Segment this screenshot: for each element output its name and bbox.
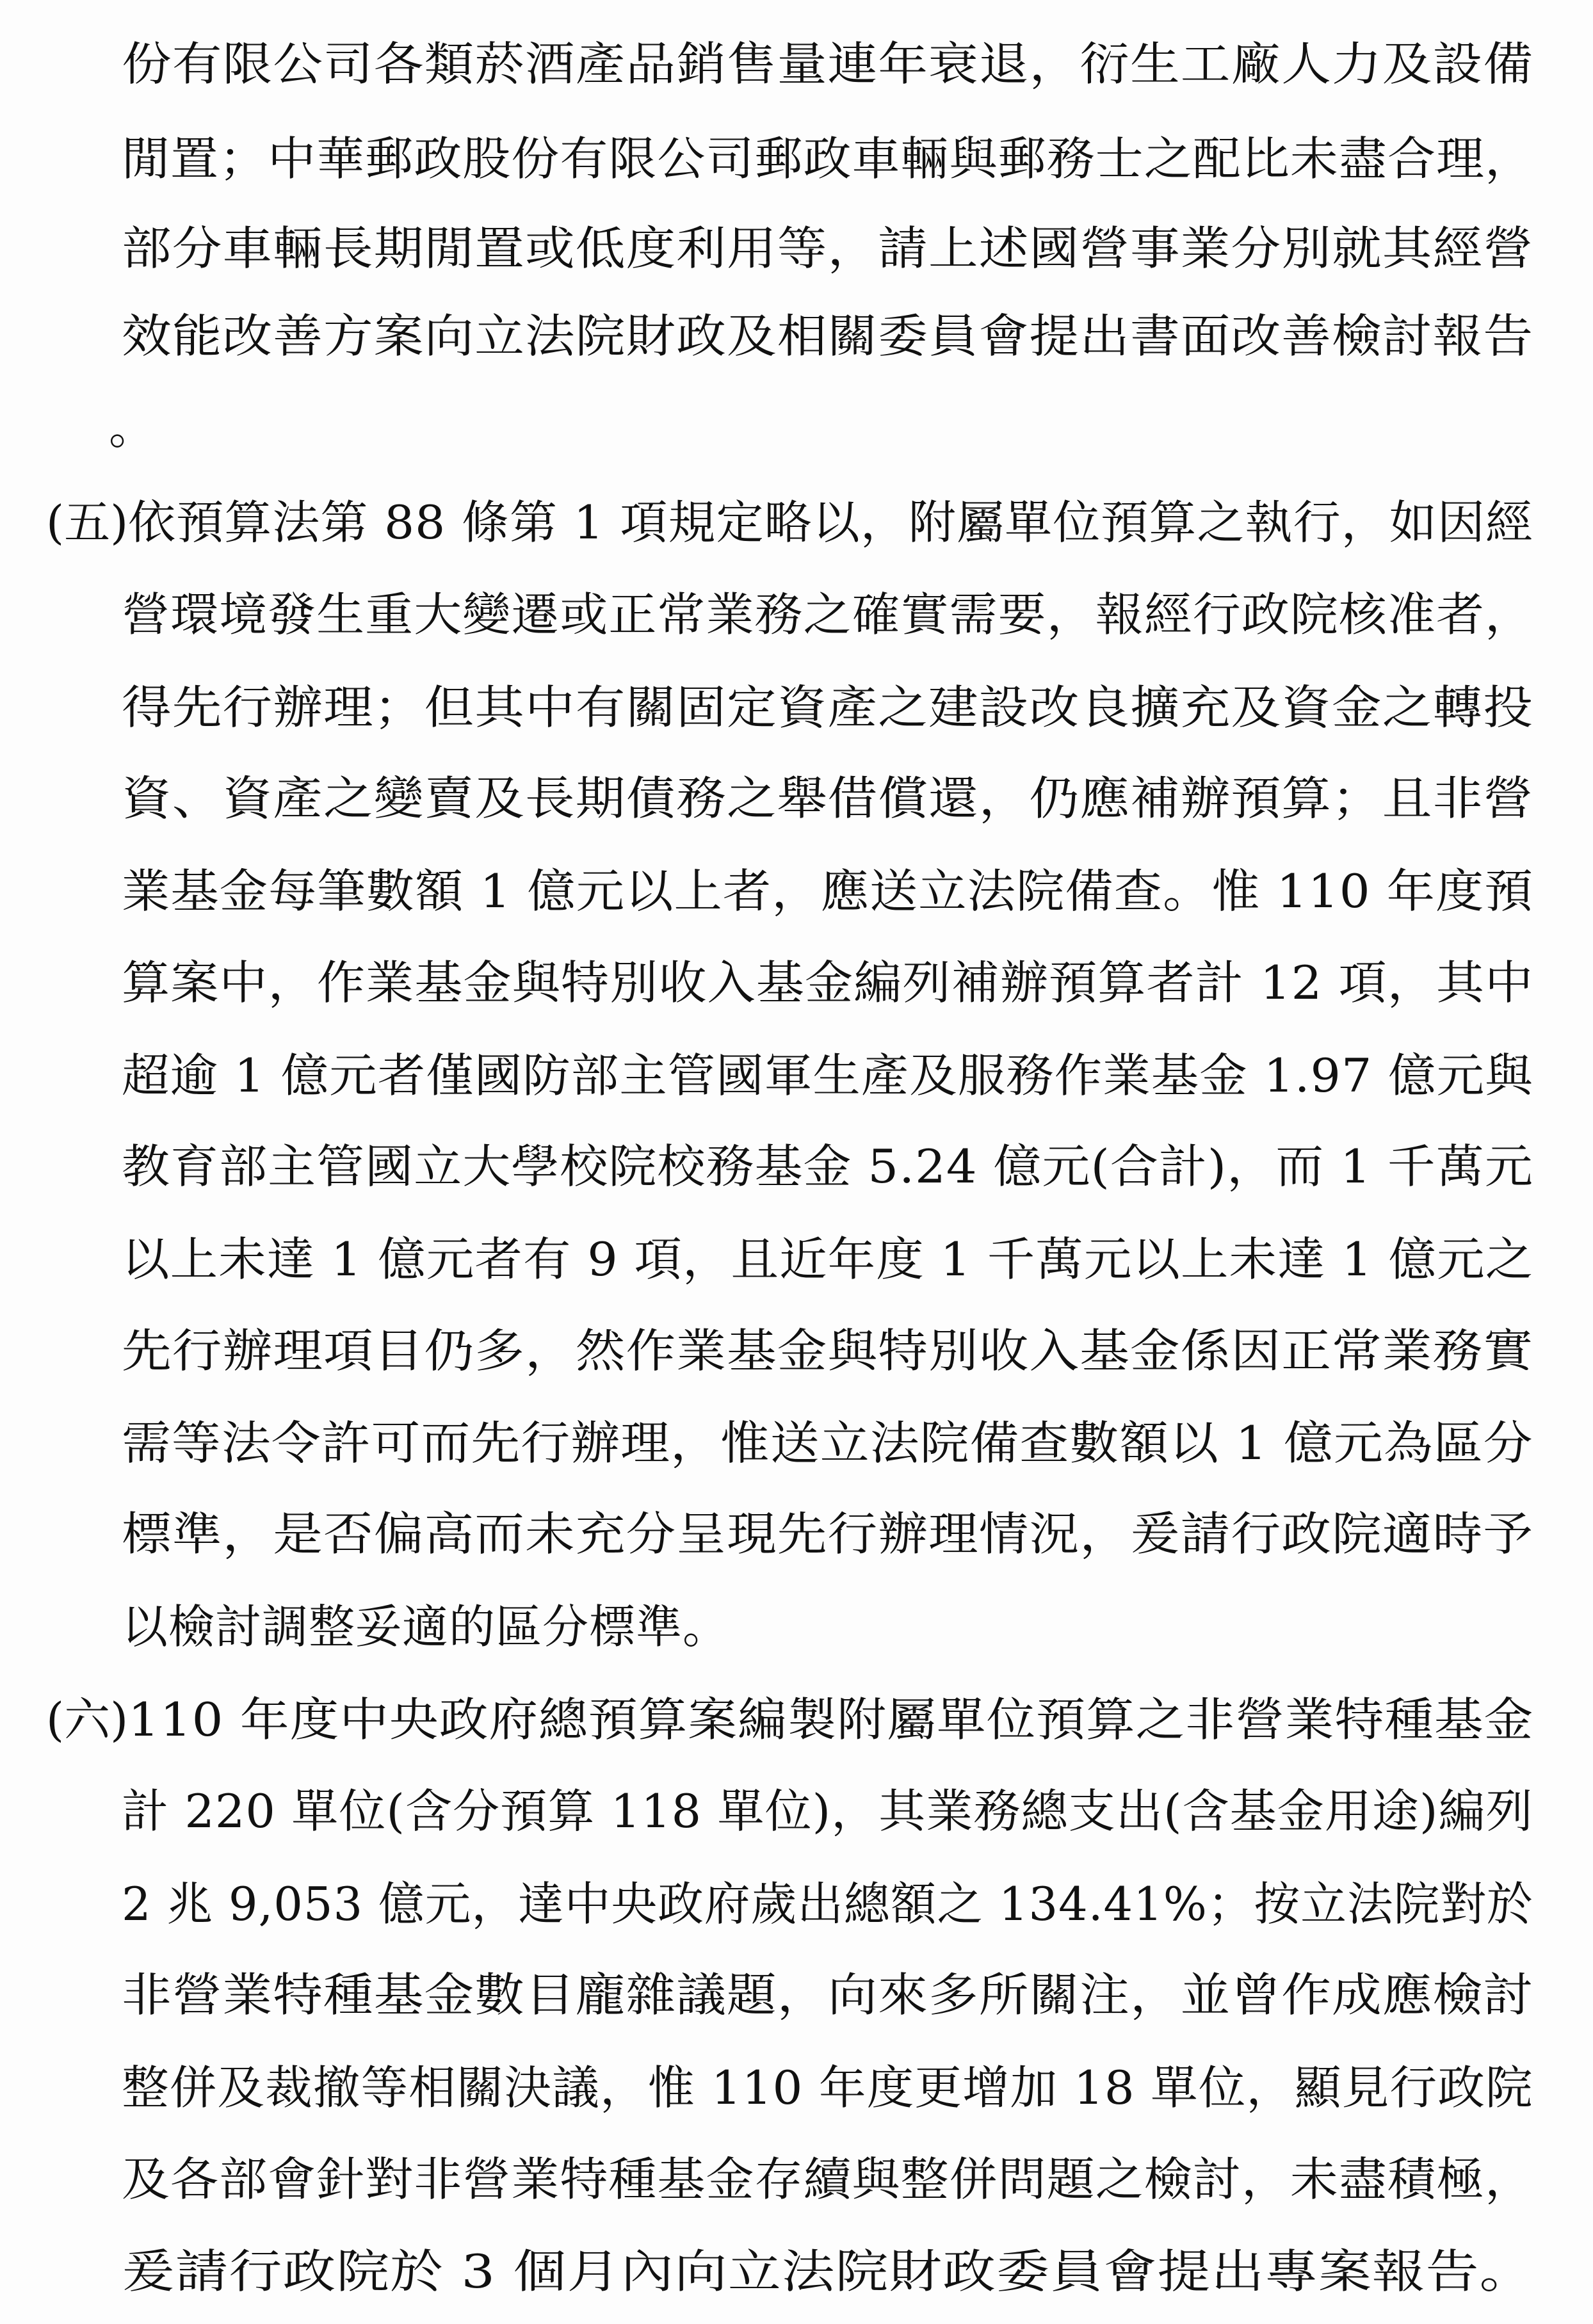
item-6-line-5: 整併及裁撤等相關決議，惟 110 年度更增加 18 單位，顯見行政院 [122,2061,1533,2115]
item-5-line-5: 業基金每筆數額 1 億元以上者，應送立法院備查。惟 110 年度預 [122,864,1533,918]
item-5-marker: (五) [46,496,129,549]
item-6-line-7: 爰請行政院於 3 個月內向立法院財政委員會提出專案報告。 [122,2245,1533,2298]
item-6-marker: (六) [46,1693,129,1747]
item-5-line-9: 以上未達 1 億元者有 9 項，且近年度 1 千萬元以上未達 1 億元之 [122,1232,1534,1286]
item-6-line-2: 計 220 單位(含分預算 118 單位)，其業務總支出(含基金用途)編列 [122,1784,1533,1838]
item-5-line-4: 資、資產之變賣及長期債務之舉借償還，仍應補辦預算；且非營 [122,771,1534,825]
continuation-line-4: 效能改善方案向立法院財政及相關委員會提出書面改善檢討報告 [122,309,1534,363]
item-5-line-12: 標準，是否偏高而未充分呈現先行辦理情況，爰請行政院適時予 [122,1507,1534,1561]
item-5-line-11: 需等法令許可而先行辦理，惟送立法院備查數額以 1 億元為區分 [122,1416,1533,1470]
item-5-line-6: 算案中，作業基金與特別收入基金編列補辦預算者計 12 項，其中 [122,956,1534,1010]
item-6-line-1: 110 年度中央政府總預算案編製附屬單位預算之非營業特種基金 [128,1693,1534,1747]
item-5-line-1: 依預算法第 88 條第 1 項規定略以，附屬單位預算之執行，如因經 [128,496,1534,549]
item-5-line-8: 教育部主管國立大學校院校務基金 5.24 億元(合計)，而 1 千萬元 [122,1140,1533,1193]
item-5-line-3: 得先行辦理；但其中有關固定資產之建設改良擴充及資金之轉投 [122,681,1534,734]
continuation-line-2: 閒置；中華郵政股份有限公司郵政車輛與郵務士之配比未盡合理， [122,132,1534,186]
item-5-line-13: 以檢討調整妥適的區分標準。 [122,1600,730,1654]
continuation-line-1: 份有限公司各類菸酒產品銷售量連年衰退，衍生工廠人力及設備 [122,37,1534,91]
continuation-line-5: 。 [109,401,156,455]
item-5-line-2: 營環境發生重大變遷或正常業務之確實需要，報經行政院核准者， [122,588,1534,642]
item-6-line-6: 及各部會針對非營業特種基金存續與整併問題之檢討，未盡積極， [122,2152,1534,2206]
item-6-line-4: 非營業特種基金數目龐雜議題，向來多所關注，並曾作成應檢討 [122,1968,1534,2022]
continuation-line-3: 部分車輛長期閒置或低度利用等，請上述國營事業分別就其經營 [122,222,1534,275]
item-5-line-7: 超逾 1 億元者僅國防部主管國軍生產及服務作業基金 1.97 億元與 [122,1049,1533,1102]
item-6-line-3: 2 兆 9,053 億元，達中央政府歲出總額之 134.41%；按立法院對於 [122,1877,1533,1931]
item-5-line-10: 先行辦理項目仍多，然作業基金與特別收入基金係因正常業務實 [122,1324,1534,1378]
